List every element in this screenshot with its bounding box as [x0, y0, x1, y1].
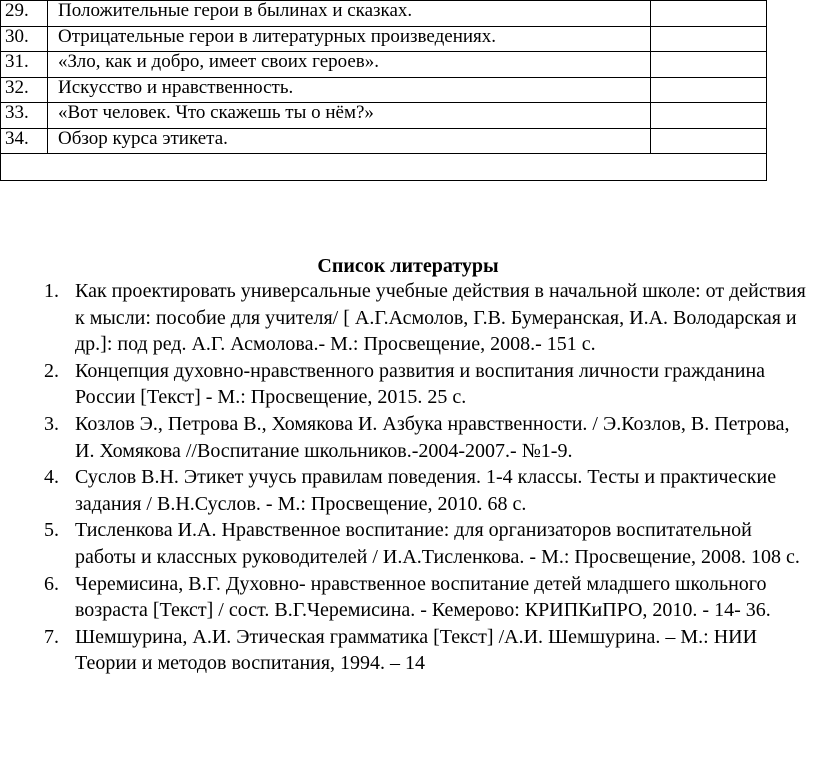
- lesson-number: 30.: [1, 26, 48, 52]
- table-footer-row: [1, 154, 767, 181]
- table-row: [1, 128, 767, 154]
- lesson-topic: «Зло, как и добро, имеет своих героев».: [48, 52, 651, 78]
- reference-number: 4.: [44, 466, 59, 489]
- reference-item: [0, 571, 812, 624]
- lesson-topic: «Вот человек. Что скажешь ты о нём?»: [48, 103, 651, 129]
- reference-number: 3.: [44, 412, 59, 435]
- lesson-topic: Искусство и нравственность.: [48, 77, 651, 103]
- reference-number: 6.: [44, 572, 59, 595]
- lesson-topic: Отрицательные герои в литературных произведениях.: [48, 26, 651, 52]
- reference-number: 1.: [44, 280, 59, 302]
- reference-item: [0, 411, 812, 464]
- lesson-hours: [651, 128, 767, 154]
- lesson-hours: [651, 52, 767, 78]
- lesson-topic: Положительные герои в былинах и сказках.: [48, 1, 651, 27]
- reference-item: [0, 464, 812, 517]
- table-row: [1, 52, 767, 78]
- reference-item: [0, 624, 812, 677]
- reference-text: Концепция духовно-нравственного развития и воспитания личности гражданина России [Текст] - М.: Просвещение, 2015. 25 с.: [75, 359, 766, 409]
- reference-text: Шемшурина, А.И. Этическая грамматика [Текст] /А.И. Шемшурина. – М.: НИИ Теории и методов воспитания, 1994. – 14: [75, 625, 758, 675]
- references-title: Список литературы: [317, 255, 499, 277]
- reference-number: 5.: [44, 519, 59, 542]
- reference-text: Козлов Э., Петрова В., Хомякова И. Азбука нравственности. / Э.Козлов, В. Петрова, И. Хомякова //Воспитание школьников.-2004-2007.- №1-9.: [75, 412, 790, 462]
- lesson-number: 33.: [1, 103, 48, 129]
- lesson-number: 29.: [1, 1, 48, 27]
- reference-text: Как проектировать универсальные учебные действия в начальной школе: от действия к мысли: пособие для учителя/ [ А.Г.Асмолов, Г.В. Бумеранская, И.А. Володарская и др.]: под ред. А.Г. Асмолова.- М.: Просвещение, 2008.- 151 с.: [75, 280, 806, 356]
- lesson-number: 31.: [1, 52, 48, 78]
- reference-number: 2.: [44, 359, 59, 382]
- reference-text: Тисленкова И.А. Нравственное воспитание: для организаторов воспитательной работы и классных руководителей / И.А.Тисленкова. - М.: Просвещение, 2008. 108 с.: [75, 519, 800, 568]
- lesson-hours: [651, 26, 767, 52]
- reference-text: Черемисина, В.Г. Духовно- нравственное воспитание детей младшего школьного возраста [Текст] / сост. В.Г.Черемисина. - Кемерово: КРИПКиПРО, 2010. - 14- 36.: [75, 572, 771, 622]
- lesson-hours: [651, 1, 767, 27]
- references-list: [0, 278, 812, 677]
- lesson-number: 32.: [1, 77, 48, 103]
- lesson-number: 34.: [1, 128, 48, 154]
- reference-item: [0, 278, 812, 358]
- reference-item: [0, 517, 812, 570]
- lesson-hours: [651, 103, 767, 129]
- reference-number: 7.: [44, 625, 59, 648]
- lesson-hours: [651, 77, 767, 103]
- table-row: [1, 77, 767, 103]
- empty-footer-cell: [1, 154, 767, 181]
- reference-text: Суслов В.Н. Этикет учусь правилам поведения. 1-4 классы. Тесты и практические задания / В.Н.Суслов. - М.: Просвещение, 2010. 68 с.: [75, 466, 777, 515]
- reference-item: [0, 358, 812, 411]
- table-row: [1, 26, 767, 52]
- lesson-plan-table: [0, 0, 767, 181]
- table-row: [1, 103, 767, 129]
- table-row: [1, 1, 767, 27]
- lesson-topic: Обзор курса этикета.: [48, 128, 651, 154]
